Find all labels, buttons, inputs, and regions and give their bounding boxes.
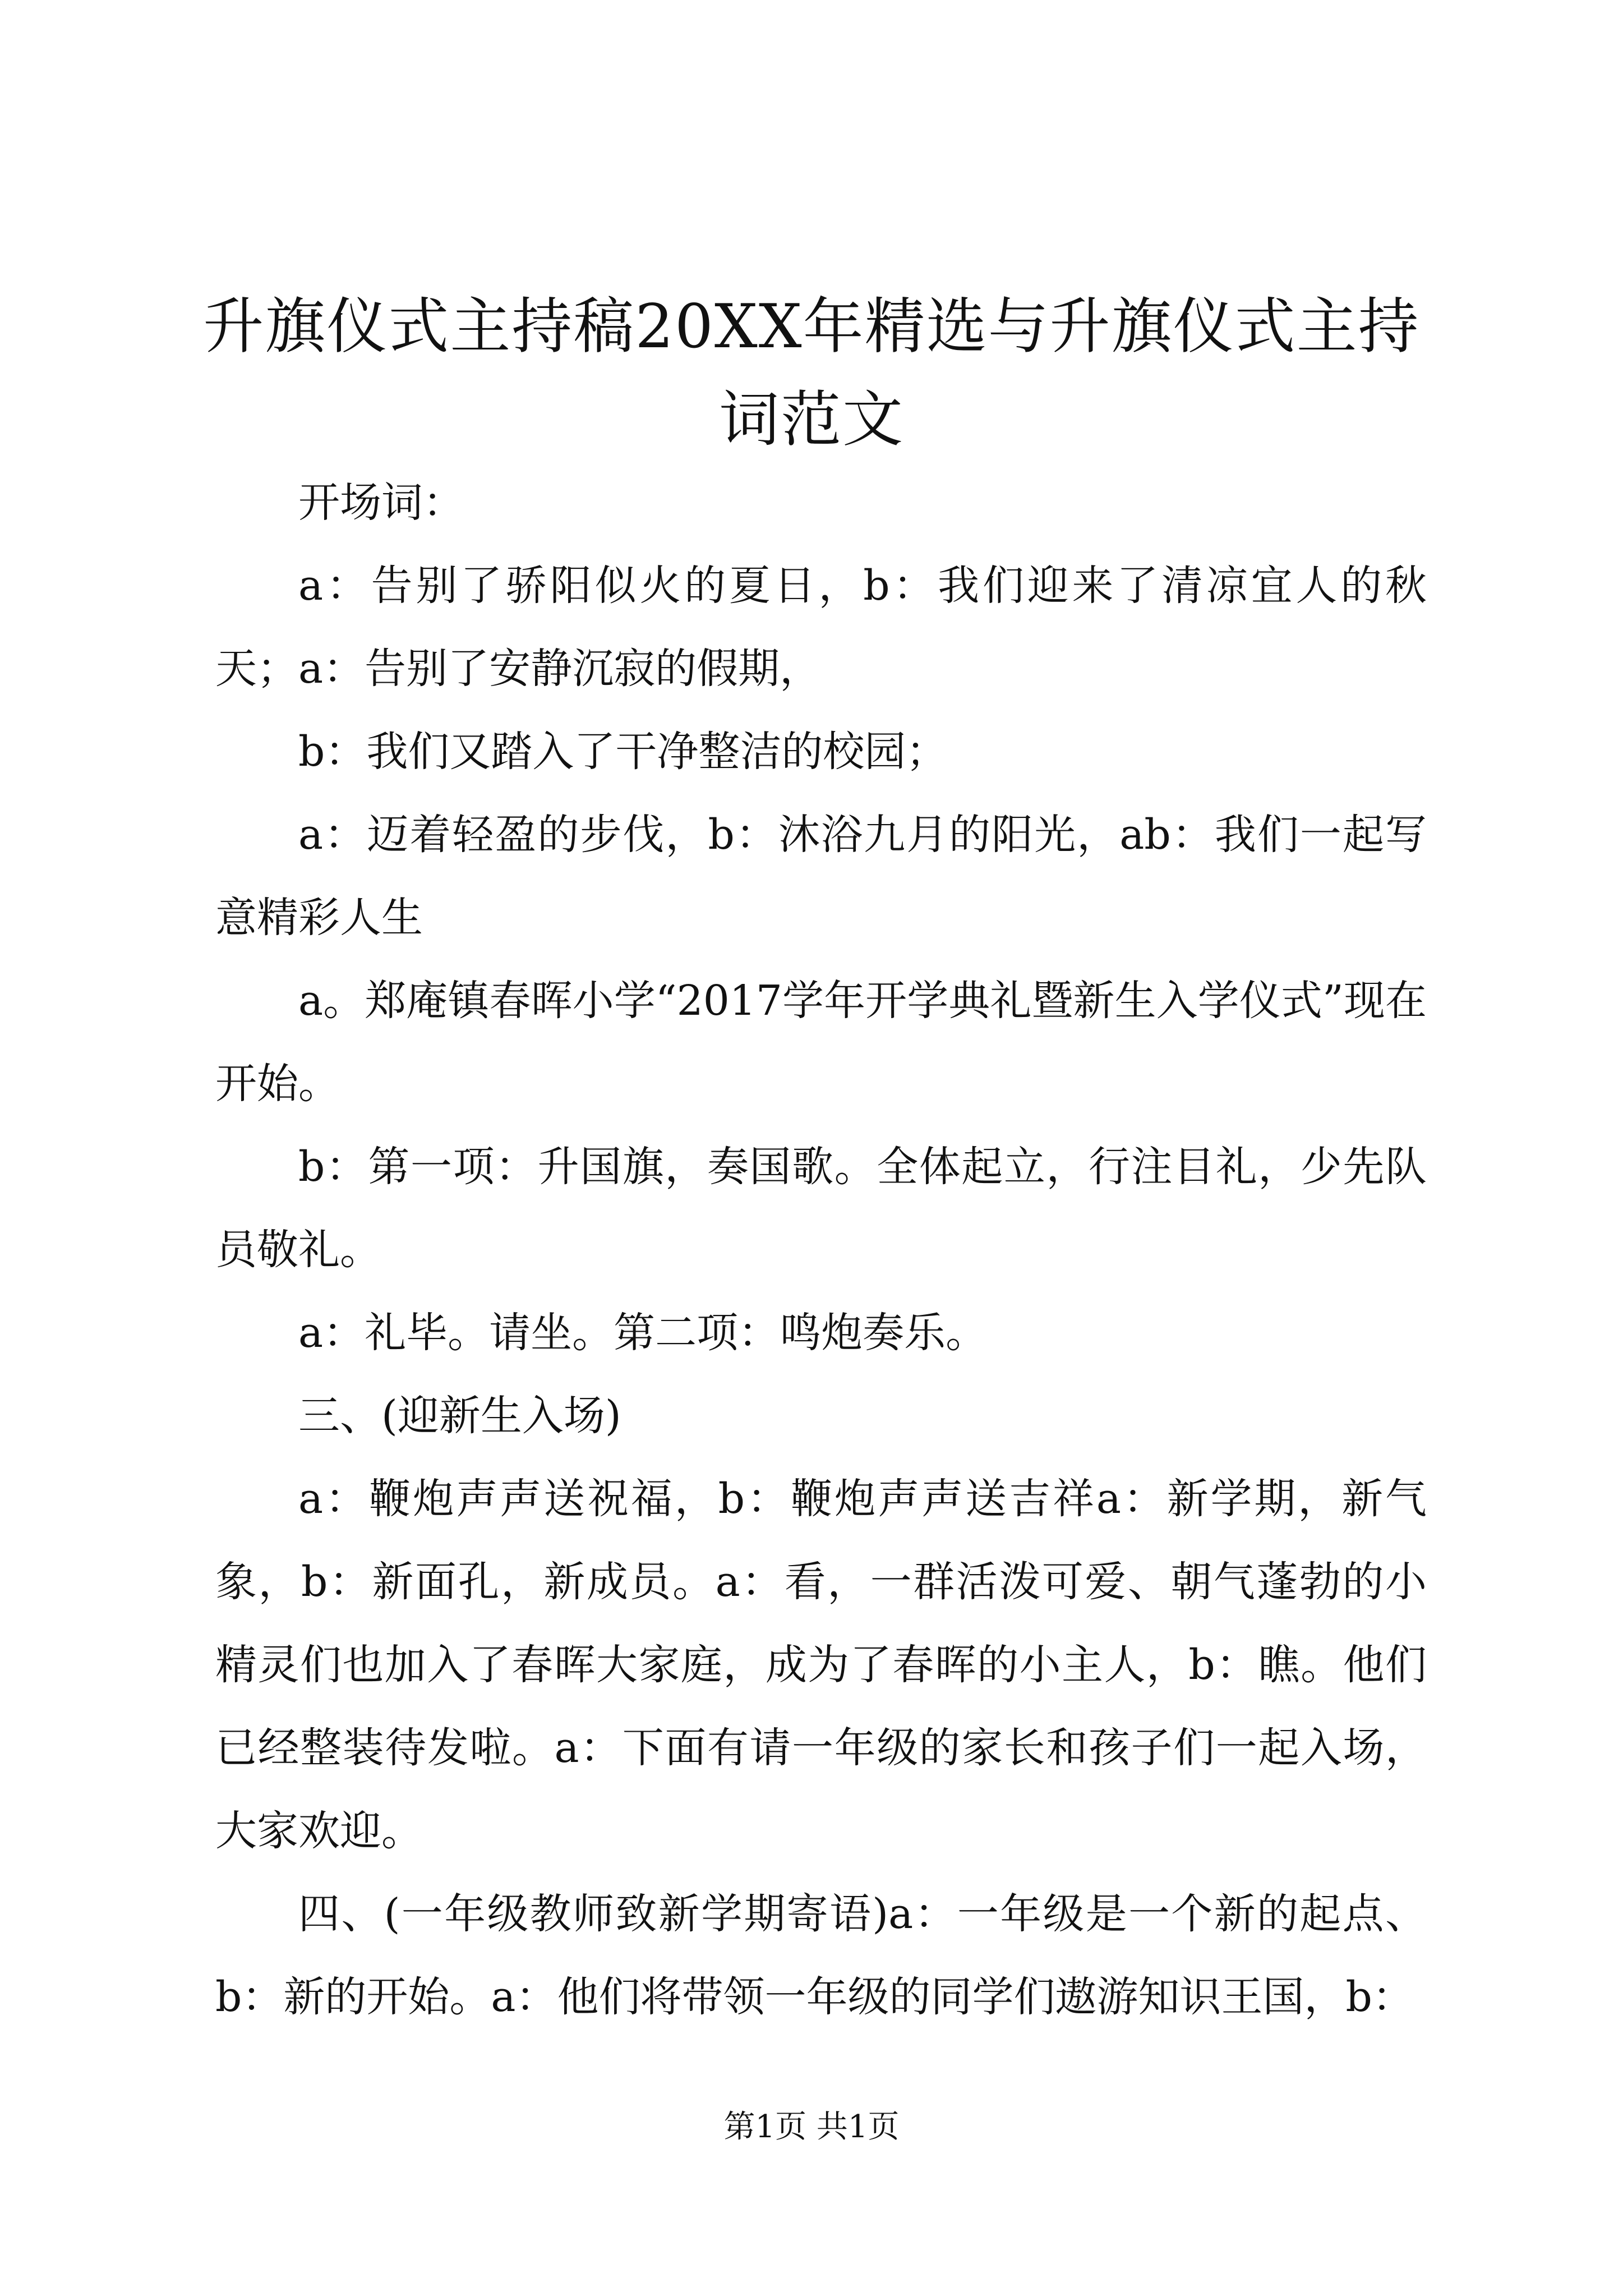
paragraph-section-three: 三、(迎新生入场) (298, 1392, 621, 1440)
paragraph-section-four: 四、(一年级教师致新学期寄语)a：一年级是一个新的起点、b：新的开始。a：他们将带领一年级的同学们遨游知识王国，b： (215, 1890, 1427, 2021)
paragraph: a：迈着轻盈的步伐，b：沐浴九月的阳光，ab：我们一起写意精彩人生 (215, 811, 1427, 942)
document-body (215, 461, 1427, 2039)
paragraph: a：告别了骄阳似火的夏日，b：我们迎来了清凉宜人的秋天；a：告别了安静沉寂的假期， (215, 562, 1427, 693)
paragraph: b：我们又踏入了干净整洁的校园； (298, 728, 948, 776)
paragraph: a：鞭炮声声送祝福，b：鞭炮声声送吉祥a：新学期，新气象，b：新面孔，新成员。a：看，一群活泼可爱、朝气蓬勃的小精灵们也加入了春晖大家庭，成为了春晖的小主人，b：瞧。他们已经整装待发啦。a：下面有请一年级的家长和孩子们一起入场，大家欢迎。 (215, 1475, 1427, 1855)
paragraph: a。郑庵镇春晖小学“2017学年开学典礼暨新生入学仪式”现在开始。 (215, 977, 1427, 1108)
paragraph-opening: 开场词： (298, 478, 464, 527)
paragraph: b：第一项：升国旗，奏国歌。全体起立，行注目礼，少先队员敬礼。 (215, 1143, 1427, 1274)
document-title: 升旗仪式主持稿20XX年精选与升旗仪式主持词范文 (203, 292, 1420, 455)
paragraph: a：礼毕。请坐。第二项：鸣炮奏乐。 (298, 1309, 988, 1357)
page-footer: 第1页 共1页 (723, 2109, 900, 2145)
